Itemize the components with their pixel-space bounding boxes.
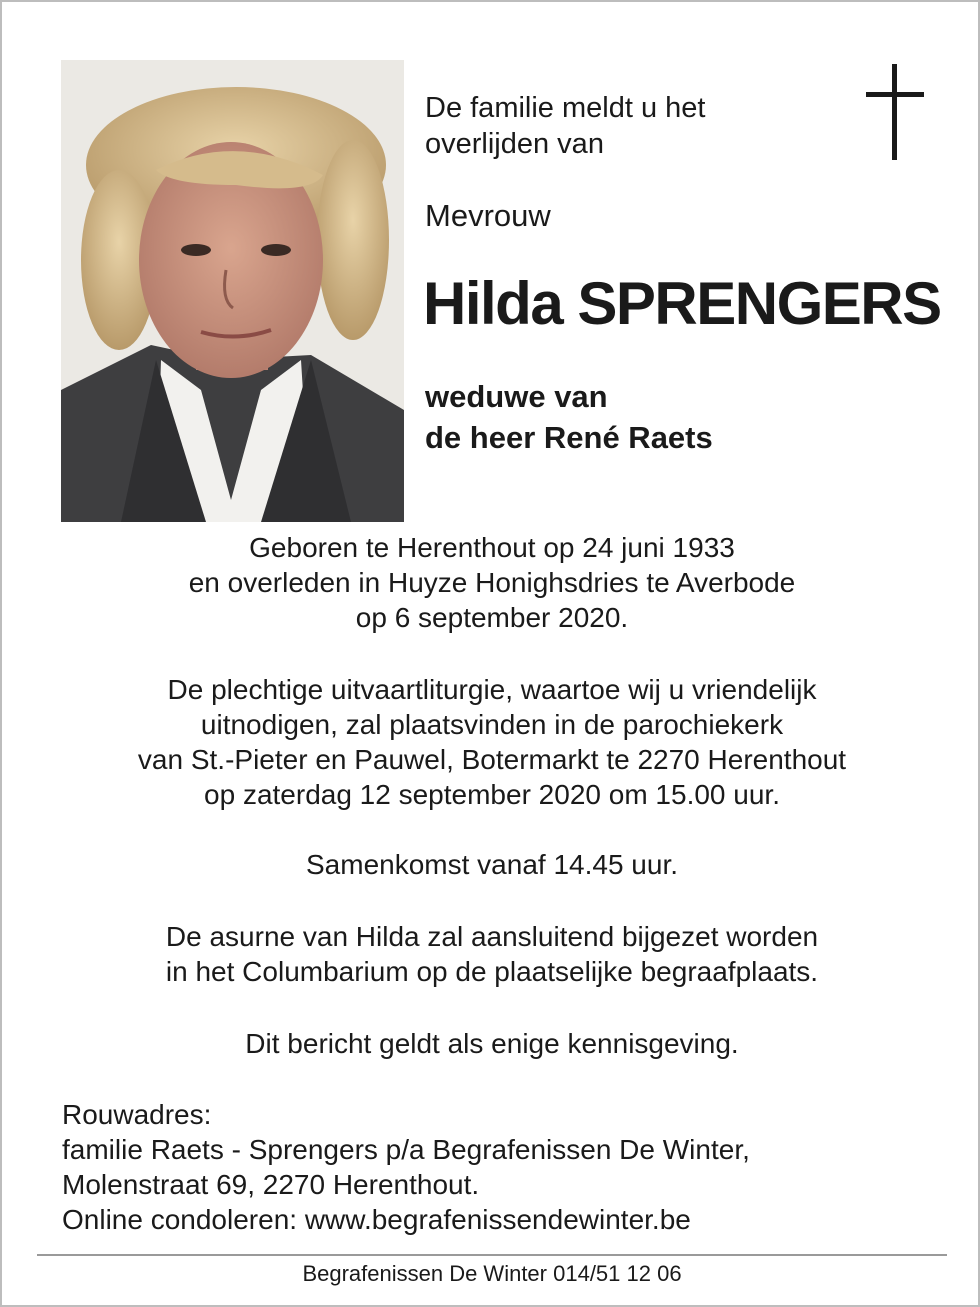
- paragraph-line: van St.-Pieter en Pauwel, Botermarkt te 2270 Herenthout: [137, 744, 847, 775]
- portrait-photo: [61, 60, 404, 522]
- address-heading: Rouwadres:: [62, 1099, 212, 1130]
- footer-divider: [37, 1254, 947, 1256]
- address-line: familie Raets - Sprengers p/a Begrafenissen De Winter,: [62, 1134, 750, 1165]
- paragraph-line: en overleden in Huyze Honighsdries te Averbode: [188, 567, 796, 598]
- intro-line: overlijden van: [425, 128, 604, 160]
- address-line: Molenstraat 69, 2270 Herenthout.: [62, 1169, 480, 1200]
- birth-death-paragraph: [2, 530, 980, 635]
- paragraph-line: in het Columbarium op de plaatselijke begraafplaats.: [165, 956, 819, 987]
- spouse-line: weduwe van: [425, 379, 608, 414]
- urn-paragraph: [2, 919, 980, 989]
- paragraph-line: De plechtige uitvaartliturgie, waartoe wij u vriendelijk: [167, 674, 817, 705]
- paragraph-line: Dit bericht geldt als enige kennisgeving.: [245, 1028, 739, 1059]
- gathering-paragraph: [2, 847, 980, 882]
- spouse-line: de heer René Raets: [425, 420, 713, 455]
- funeral-paragraph: [2, 672, 980, 812]
- intro-text: [425, 90, 845, 162]
- paragraph-line: uitnodigen, zal plaatsvinden in de parochiekerk: [200, 709, 784, 740]
- spouse-text: [425, 376, 713, 458]
- deceased-name: Hilda SPRENGERS: [423, 270, 941, 337]
- condolence-line: Online condoleren: www.begrafenissendewinter.be: [62, 1204, 691, 1235]
- paragraph-line: De asurne van Hilda zal aansluitend bijgezet worden: [165, 921, 819, 952]
- footer-text: Begrafenissen De Winter 014/51 12 06: [302, 1261, 682, 1286]
- latin-cross-icon: [866, 64, 924, 160]
- notice-paragraph: [2, 1026, 980, 1061]
- portrait-photo-icon: [61, 60, 404, 522]
- paragraph-line: Samenkomst vanaf 14.45 uur.: [306, 849, 678, 880]
- paragraph-line: op zaterdag 12 september 2020 om 15.00 uur.: [204, 779, 780, 810]
- paragraph-line: op 6 september 2020.: [355, 602, 629, 633]
- paragraph-line: Geboren te Herenthout op 24 juni 1933: [249, 532, 735, 563]
- intro-line: De familie meldt u het: [425, 92, 706, 124]
- mourning-address: [62, 1097, 942, 1237]
- honorific: Mevrouw: [425, 198, 551, 233]
